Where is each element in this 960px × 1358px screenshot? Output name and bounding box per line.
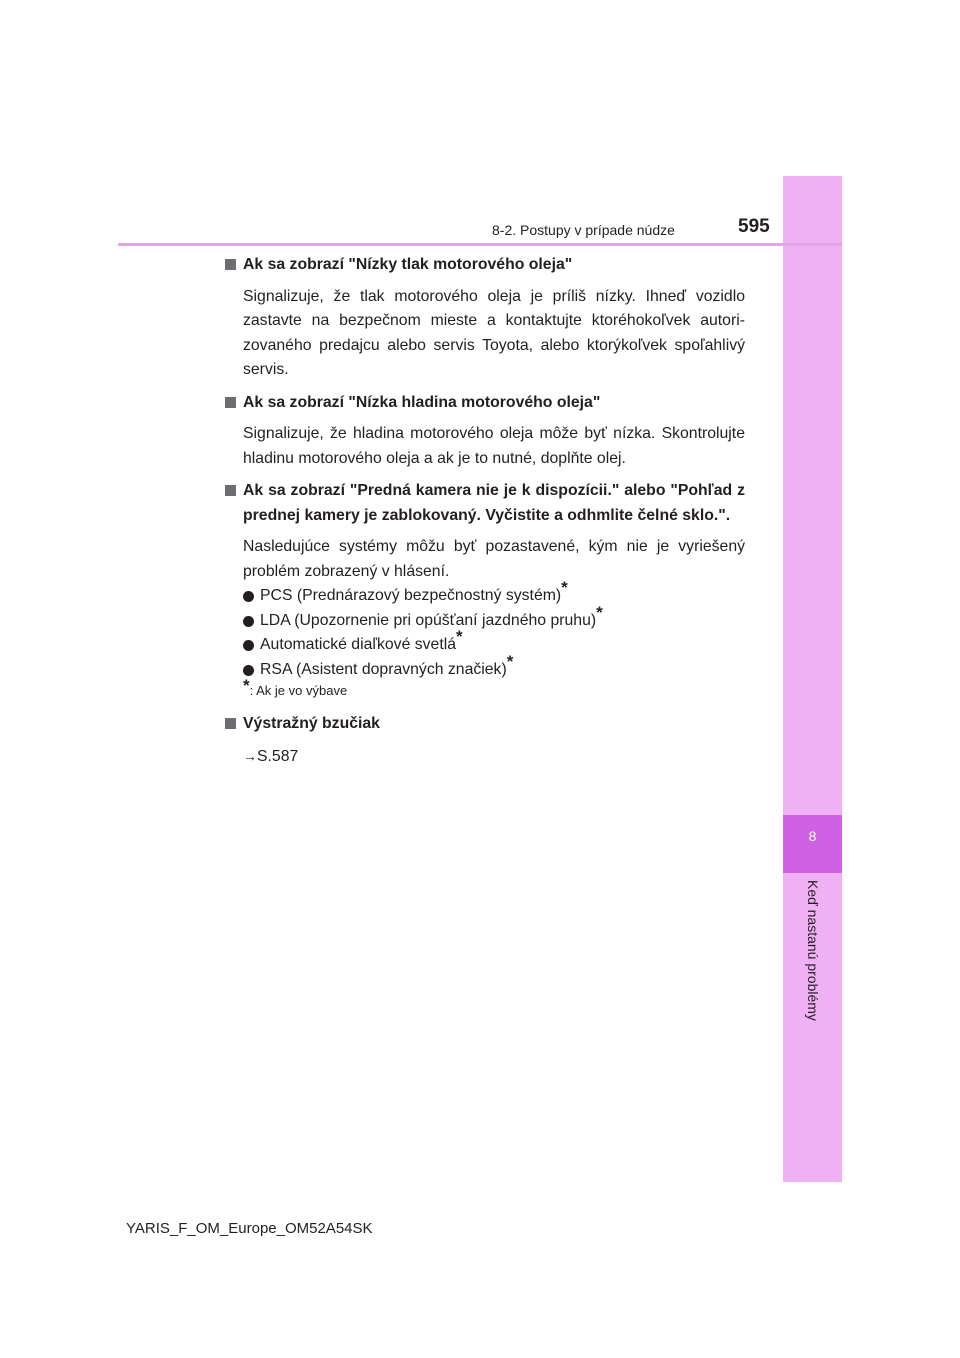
section-heading: Ak sa zobrazí "Predná kamera nie je k dispozícii." alebo "Pohľad z prednej kamery je zablokovaný. Vyčistite a odhmlite čelné sklo.". <box>225 479 745 528</box>
footnote-marker: * <box>243 676 250 695</box>
footnote-marker: * <box>561 578 568 597</box>
section-heading: Ak sa zobrazí "Nízky tlak motorového oleja" <box>225 253 745 278</box>
list-item: RSA (Asistent dopravných značiek)* <box>243 658 745 683</box>
system-list <box>225 578 745 682</box>
chapter-title: Keď nastanú problémy <box>805 880 821 1021</box>
page-content <box>225 253 745 777</box>
section-body: Nasledujúce systémy môžu byť pozastavené, kým nie je vyriešený problém zobrazený v hlásení. <box>243 538 745 580</box>
chapter-number: 8 <box>808 828 817 844</box>
section-heading: Výstražný bzučiak <box>225 712 745 737</box>
section-body: Signalizuje, že tlak motorového oleja je príliš nízky. Ihneď vozidlo zastavte na bezpečnom mieste a kontaktujte ktoréhokoľvek autorizovaného predajcu alebo servis Toyota, alebo ktorýkoľvek spoľahlivý servis. <box>243 287 745 378</box>
square-bullet-icon <box>225 718 236 729</box>
list-item: Automatické diaľkové svetlá* <box>243 633 745 658</box>
square-bullet-icon <box>225 259 236 270</box>
section-body: Signalizuje, že hladina motorového oleja môže byť nízka. Skontrolujte hladinu motorového oleja a ak je to nutné, doplňte olej. <box>243 425 745 467</box>
arrow-right-icon: → <box>243 747 257 764</box>
footnote-marker: * <box>456 627 463 646</box>
chapter-tab-marker <box>783 815 842 873</box>
footnote-marker: * <box>596 602 603 622</box>
chapter-side-tab <box>783 176 842 1182</box>
page-number: 595 <box>738 216 770 237</box>
document-footer: YARIS_F_OM_Europe_OM52A54SK <box>126 1220 373 1237</box>
section-heading: Ak sa zobrazí "Nízka hladina motorového oleja" <box>225 391 745 416</box>
square-bullet-icon <box>225 397 236 408</box>
bullet-dot-icon <box>243 591 254 602</box>
bullet-dot-icon <box>243 665 254 676</box>
square-bullet-icon <box>225 485 236 496</box>
list-item: PCS (Prednárazový bezpečnostný systém)* <box>243 584 745 609</box>
header-section-title: 8-2. Postupy v prípade núdze <box>492 222 675 238</box>
page-reference: →S.587 <box>243 747 299 765</box>
footnote: *: Ak je vo výbave <box>243 676 348 698</box>
list-item: LDA (Upozornenie pri opúšťaní jazdného pruhu)* <box>243 609 745 634</box>
header-rule <box>118 243 842 246</box>
bullet-dot-icon <box>243 616 254 627</box>
footnote-marker: * <box>506 651 514 671</box>
bullet-dot-icon <box>243 640 254 651</box>
